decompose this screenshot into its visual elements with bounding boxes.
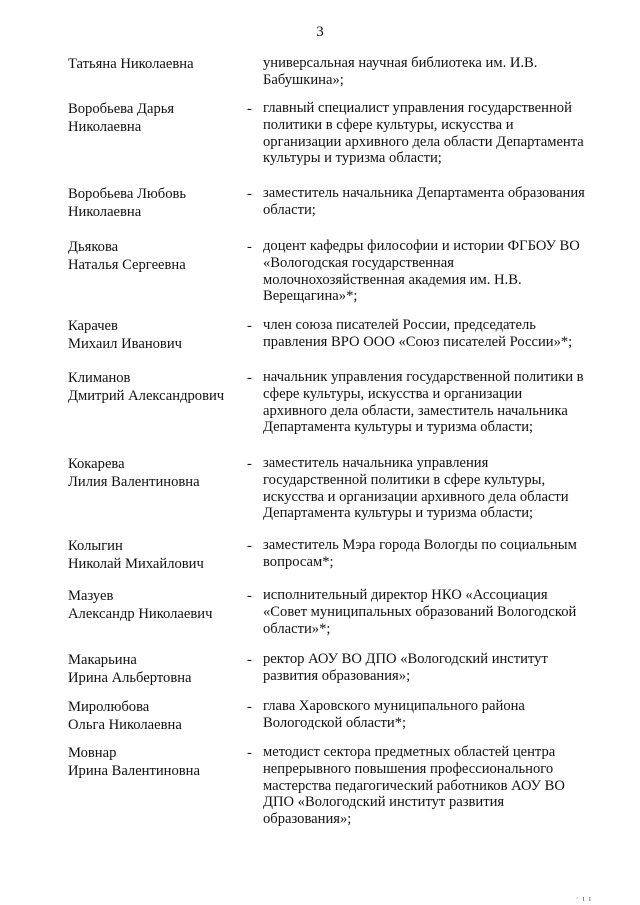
member-position-line: культуры и туризма области; xyxy=(263,150,442,167)
member-position-line: Департамента культуры и туризма области; xyxy=(263,505,534,522)
member-name xyxy=(68,587,244,623)
member-position-line: сфере культуры, искусства и организации xyxy=(263,385,523,402)
entry-dash: - xyxy=(247,186,252,202)
member-position-line: ДПО «Вологодский институт развития xyxy=(263,794,505,811)
member-name-line: Ирина Валентиновна xyxy=(68,763,200,779)
entry-dash: - xyxy=(247,588,252,604)
member-name-line: Мазуев xyxy=(68,588,114,604)
member-position-line: Верещагина»*; xyxy=(263,288,358,305)
member-position-line: организации архивного дела области Департамента xyxy=(263,133,584,150)
member-position-line: Вологодской области*; xyxy=(263,714,407,731)
member-name-line: Миролюбова xyxy=(68,699,150,715)
entry-dash: - xyxy=(247,699,252,715)
entry-dash: - xyxy=(247,239,252,255)
member-position-line: правления ВРО ООО «Союз писателей России»*; xyxy=(263,333,573,350)
member-name xyxy=(68,455,244,491)
entry-dash: - xyxy=(247,652,252,668)
member-position-line: главный специалист управления государственной xyxy=(263,100,572,116)
member-position-line: Департамента культуры и туризма области; xyxy=(263,419,534,436)
member-position-line: «Совет муниципальных образований Вологодской xyxy=(263,603,577,620)
member-name xyxy=(68,744,244,780)
entry-dash: - xyxy=(247,538,252,554)
entry-dash: - xyxy=(247,456,252,472)
member-name-line: Николаевна xyxy=(68,119,142,135)
member-position xyxy=(263,185,603,219)
member-position-line: государственной политики в сфере культуры, xyxy=(263,471,546,488)
member-position xyxy=(263,100,603,167)
member-position xyxy=(263,744,603,828)
member-position xyxy=(263,698,603,732)
member-name-line: Макарьина xyxy=(68,652,137,668)
member-name-line: Николаевна xyxy=(68,204,142,220)
member-name-line: Ольга Николаевна xyxy=(68,717,182,733)
entry-dash: - xyxy=(247,101,252,117)
member-position-line: молочнохозяйственная академия им. Н.В. xyxy=(263,271,522,288)
member-name-line: Наталья Сергеевна xyxy=(68,257,186,273)
member-name-line: Александр Николаевич xyxy=(68,606,213,622)
member-position-line: области; xyxy=(263,201,316,218)
entry-dash: - xyxy=(247,370,252,386)
member-position-line: развития образования»; xyxy=(263,667,411,684)
member-position xyxy=(263,651,603,685)
member-position-line: исполнительный директор НКО «Ассоциация xyxy=(263,587,548,603)
member-position-line: член союза писателей России, председатель xyxy=(263,317,536,333)
member-position xyxy=(263,455,603,522)
member-name-line: Кокарева xyxy=(68,456,125,472)
member-name-line: Воробьева Любовь xyxy=(68,186,187,202)
member-position-line: образования»; xyxy=(263,811,352,828)
member-name-line: Ирина Альбертовна xyxy=(68,670,192,686)
member-position xyxy=(263,55,603,89)
member-position-line: непрерывного повышения профессионального xyxy=(263,760,554,777)
member-name xyxy=(68,651,244,687)
member-name-line: Колыгин xyxy=(68,538,123,554)
member-position xyxy=(263,369,603,436)
member-position-line: искусства и организации архивного дела области xyxy=(263,488,569,505)
member-name-line: Карачев xyxy=(68,318,118,334)
member-position-line: заместитель начальника управления xyxy=(263,455,489,471)
member-position-line: мастерства педагогический работников АОУ ВО xyxy=(263,777,565,794)
member-position-line: ректор АОУ ВО ДПО «Вологодский институт xyxy=(263,651,548,667)
member-name xyxy=(68,55,244,73)
member-name-line: Михаил Иванович xyxy=(68,336,182,352)
member-name xyxy=(68,185,244,221)
member-name-line: Дьякова xyxy=(68,239,119,255)
member-name xyxy=(68,238,244,274)
member-position-line: области»*; xyxy=(263,620,331,637)
member-name-line: Николай Михайлович xyxy=(68,556,204,572)
member-position xyxy=(263,317,603,351)
member-position-line: заместитель Мэра города Вологды по социальным xyxy=(263,537,577,553)
member-position-line: архивного дела области, заместитель начальника xyxy=(263,402,568,419)
member-name-line: Мовнар xyxy=(68,745,117,761)
member-position-line: универсальная научная библиотека им. И.В. xyxy=(263,55,538,71)
member-name-line: Лилия Валентиновна xyxy=(68,474,200,490)
page-number: 3 xyxy=(316,24,324,40)
member-position-line: заместитель начальника Департамента образования xyxy=(263,185,585,201)
entry-dash: - xyxy=(247,318,252,334)
member-position-line: вопросам*; xyxy=(263,553,334,570)
member-position xyxy=(263,537,603,571)
member-position-line: начальник управления государственной политики в xyxy=(263,369,584,385)
member-name xyxy=(68,369,244,405)
member-name xyxy=(68,537,244,573)
scan-artifact: · ı ı xyxy=(575,894,592,903)
member-name-line: Дмитрий Александрович xyxy=(68,388,225,404)
member-position-line: доцент кафедры философии и истории ФГБОУ ВО xyxy=(263,238,580,254)
member-position-line: глава Харовского муниципального района xyxy=(263,698,525,714)
member-name xyxy=(68,317,244,353)
member-name xyxy=(68,100,244,136)
member-name-line: Воробьева Дарья xyxy=(68,101,175,117)
member-position-line: «Вологодская государственная xyxy=(263,254,454,271)
member-name-line: Климанов xyxy=(68,370,131,386)
member-position xyxy=(263,238,603,305)
member-position-line: политики в сфере культуры, искусства и xyxy=(263,116,514,133)
member-name xyxy=(68,698,244,734)
member-position xyxy=(263,587,603,637)
member-position-line: Бабушкина»; xyxy=(263,71,344,88)
entry-dash: - xyxy=(247,745,252,761)
member-name-line: Татьяна Николаевна xyxy=(68,56,194,72)
member-position-line: методист сектора предметных областей центра xyxy=(263,744,556,760)
